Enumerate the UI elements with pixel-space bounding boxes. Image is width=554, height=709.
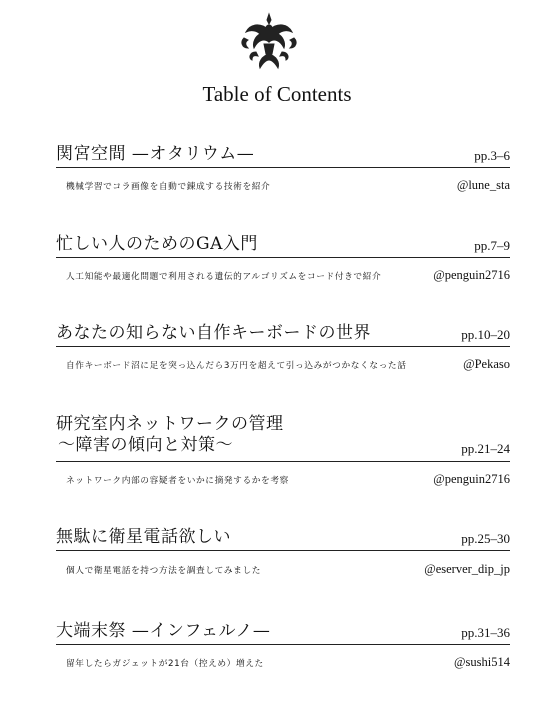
page-range: pp.21–24 (461, 441, 510, 456)
chapter-summary: 自作キーボード沼に足を突っ込んだら3万円を超えて引っ込みがつかなくなった話 (66, 361, 407, 371)
chapter-summary: ネットワーク内部の容疑者をいかに摘発するかを考察 (66, 476, 289, 486)
chapter-author: @eserver_dip_jp (424, 562, 510, 576)
chapter-title: あなたの知らない自作キーボードの世界 (56, 323, 371, 343)
page-range: pp.25–30 (461, 531, 510, 546)
chapter-author: @penguin2716 (433, 472, 510, 486)
chapter-title: 大端末祭 —インフェルノ— (56, 621, 271, 641)
page-range: pp.7–9 (474, 238, 510, 253)
divider (56, 257, 510, 258)
chapter-summary: 人工知能や最適化問題で利用される遺伝的アルゴリズムをコード付きで紹介 (66, 272, 382, 282)
fleur-ornament-icon (236, 8, 302, 72)
page-range: pp.10–20 (461, 327, 510, 342)
chapter-author: @sushi514 (454, 655, 510, 669)
chapter-title: 関宮空間 —オタリウム— (56, 144, 255, 164)
chapter-title: 忙しい人のためのGA入門 (56, 234, 258, 254)
divider (56, 550, 510, 551)
chapter-title: 無駄に衛星電話欲しい (56, 527, 231, 547)
chapter-subtitle: 〜障害の傾向と対策〜 (58, 435, 233, 455)
page-title: Table of Contents (202, 82, 352, 106)
divider (56, 644, 510, 645)
chapter-author: @Pekaso (463, 357, 510, 371)
chapter-summary: 機械学習でコラ画像を自動で錬成する技術を紹介 (66, 182, 271, 192)
chapter-summary: 個人で衛星電話を持つ方法を調査してみました (66, 566, 262, 576)
chapter-author: @lune_sta (456, 178, 510, 192)
divider (56, 346, 510, 347)
divider (56, 461, 510, 462)
chapter-author: @penguin2716 (433, 268, 510, 282)
chapter-title: 研究室内ネットワークの管理 (56, 414, 284, 434)
chapter-summary: 留年したらガジェットが21台（控えめ）増えた (66, 659, 264, 669)
page-range: pp.31–36 (461, 625, 510, 640)
page-range: pp.3–6 (474, 148, 510, 163)
divider (56, 167, 510, 168)
